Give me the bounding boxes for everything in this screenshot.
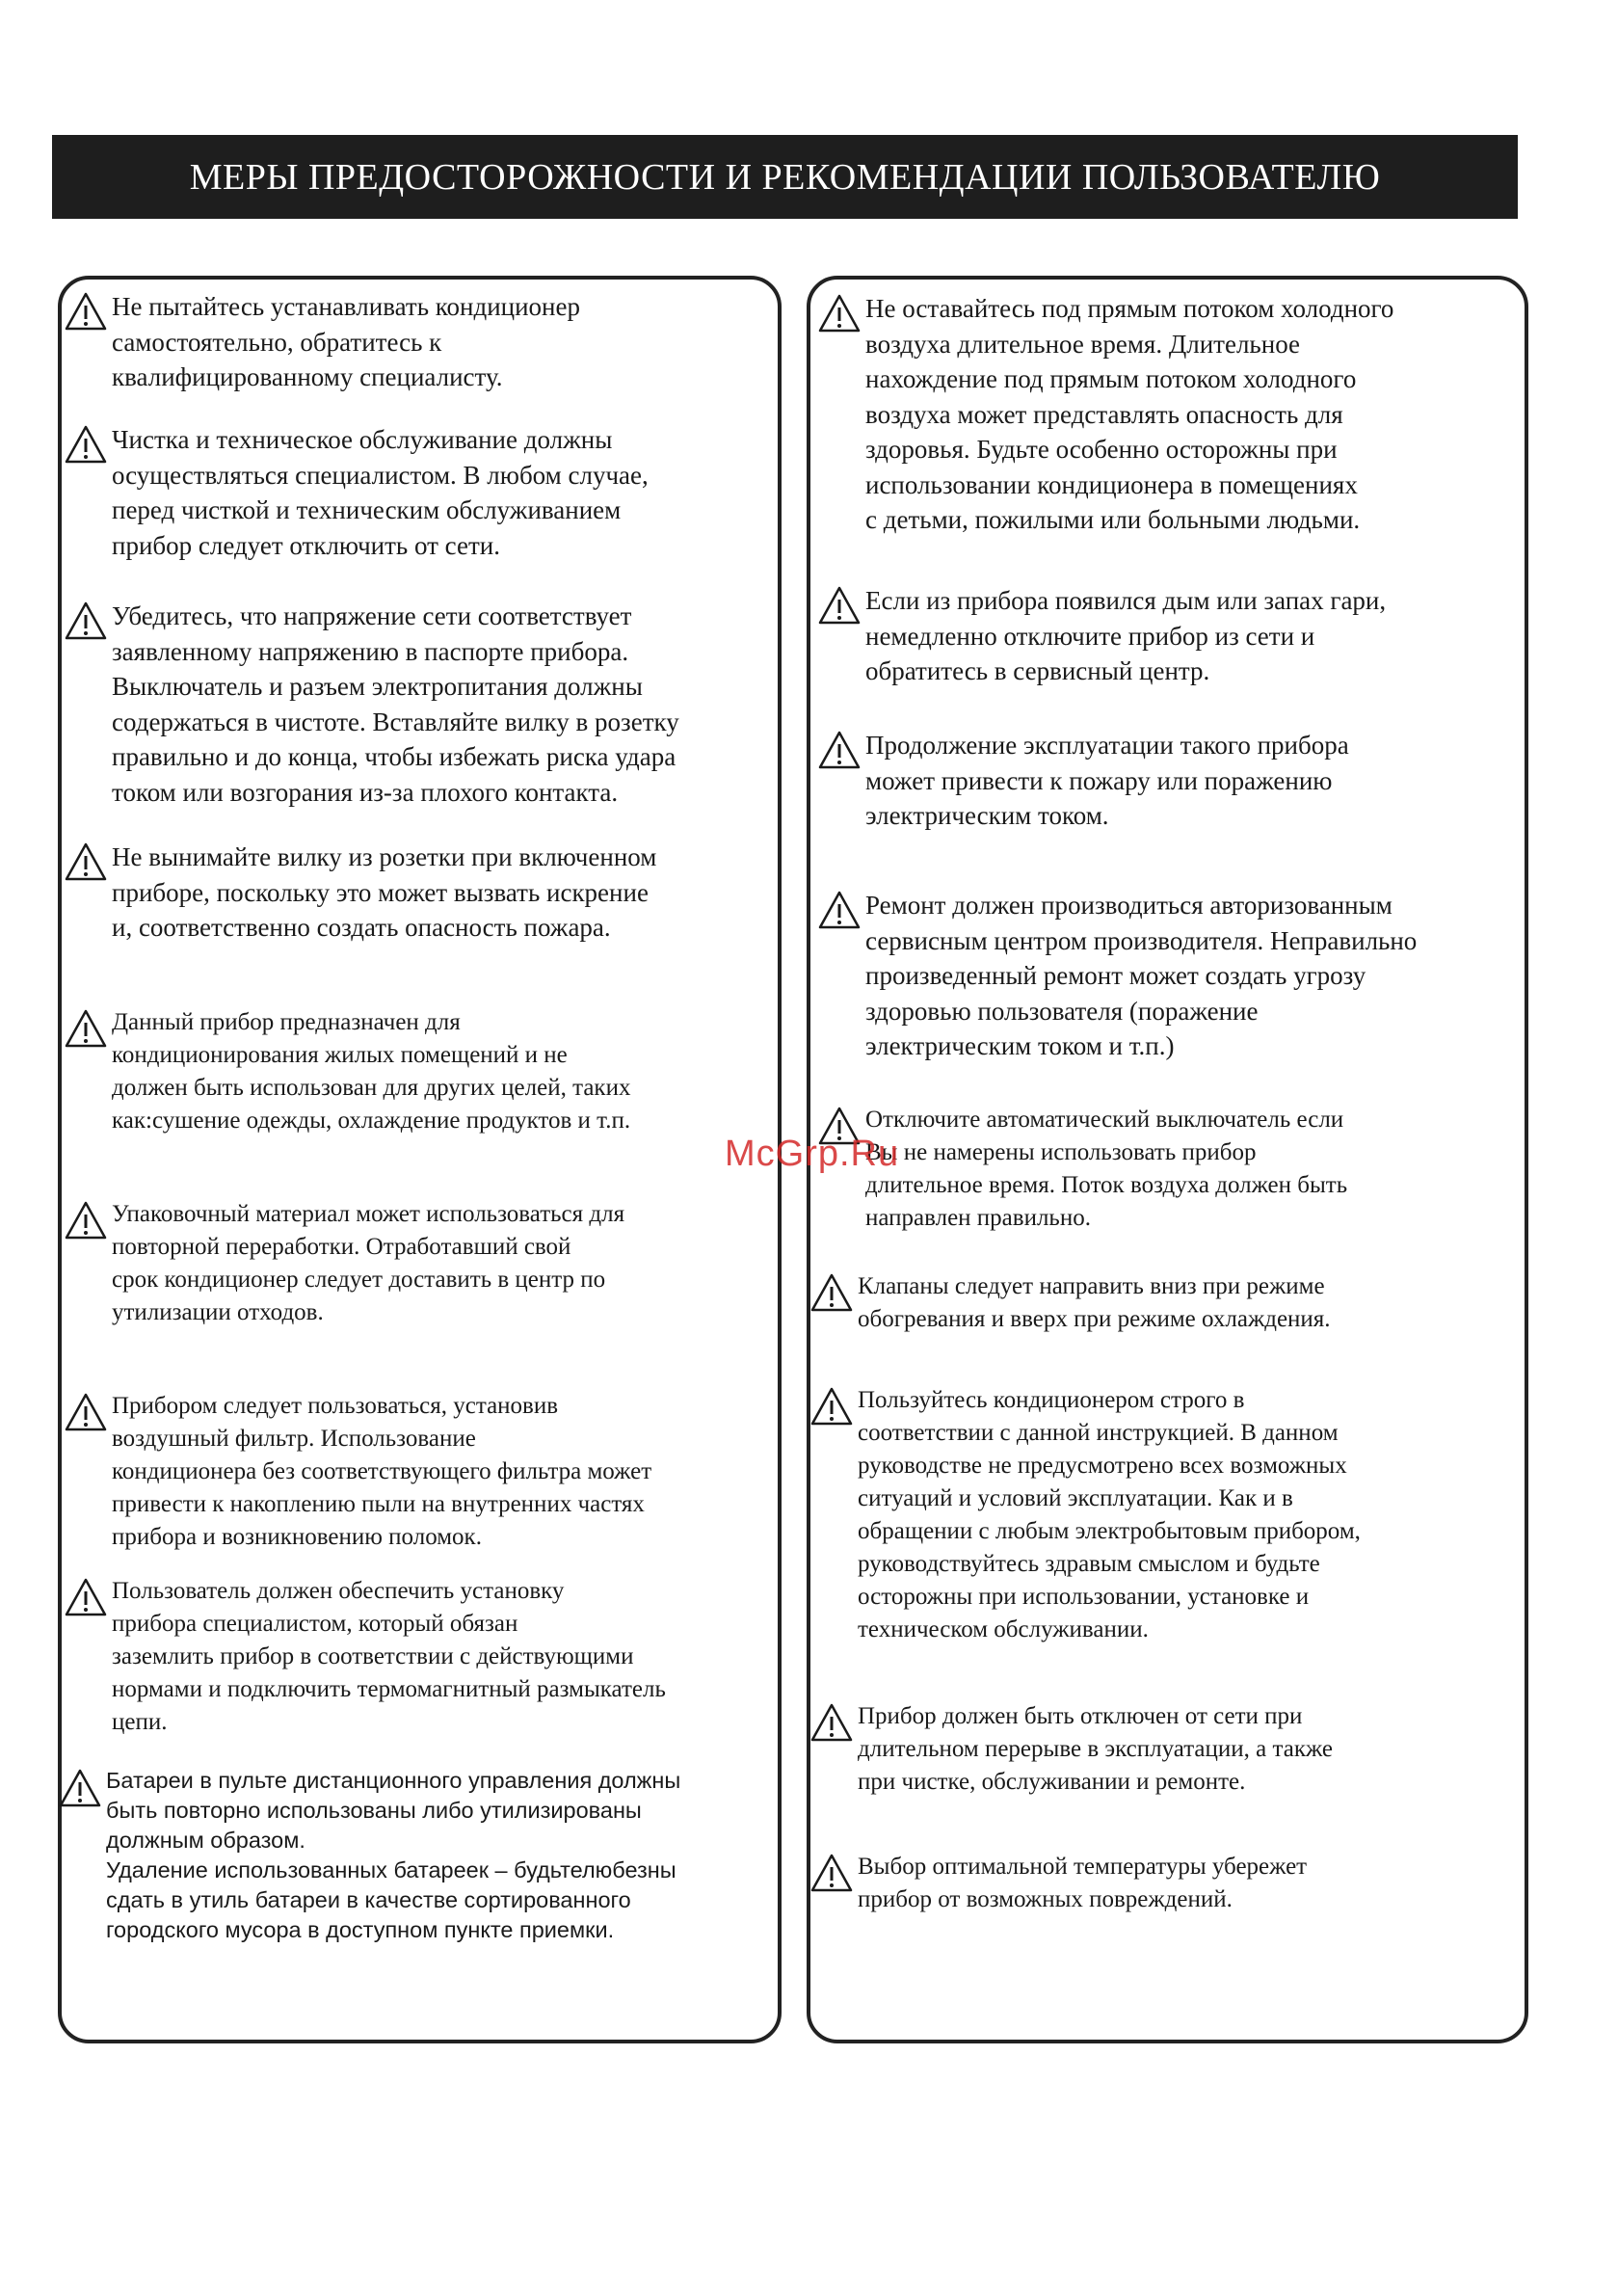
warning-item xyxy=(64,840,656,946)
warning-text: Пользователь должен обеспечить установку прибора специалистом, который обязан заземлить прибор в соответствии с действующими нормами и подключить термомагнитный размыкатель цепи. xyxy=(112,1578,666,1735)
warning-triangle-icon xyxy=(58,1768,102,1808)
warning-triangle-icon xyxy=(817,730,862,770)
warning-item xyxy=(817,888,1417,1064)
warning-text: Отключите автоматический выключатель если Вы не намерены использовать прибор длительное время. Поток воздуха должен быть направлен правильно. xyxy=(865,1107,1348,1231)
warning-triangle-icon xyxy=(64,1200,108,1241)
warning-text: Убедитесь, что напряжение сети соответствует заявленному напряжению в паспорте прибора. Выключатель и разъем электропитания должны содержаться в чистоте. Вставляйте вилку в розетку правильно и до конца, чтобы избежать риска удара током или возгорания из-за плохого контакта. xyxy=(112,601,679,807)
warning-item xyxy=(64,599,679,810)
warning-triangle-icon xyxy=(64,1577,108,1617)
warning-item xyxy=(817,583,1386,689)
warning-text: Данный прибор предназначен для кондиционирования жилых помещений и не должен быть использован для других целей, таких как:сушение одежды, охлаждение продуктов и т.п. xyxy=(112,1009,631,1134)
warning-triangle-icon xyxy=(809,1702,854,1743)
warning-triangle-icon xyxy=(809,1853,854,1893)
warning-text: Прибором следует пользоваться, установив воздушный фильтр. Использование кондиционера без соответствующего фильтра может привести к накоплению пыли на внутренних частях прибора и возникновению поломок. xyxy=(112,1393,652,1550)
warning-item xyxy=(817,728,1349,834)
warning-item xyxy=(64,1575,666,1739)
warning-triangle-icon xyxy=(809,1386,854,1427)
warning-item xyxy=(64,422,649,563)
warning-triangle-icon xyxy=(809,1272,854,1313)
warning-text: Выбор оптимальной температуры убережет прибор от возможных повреждений. xyxy=(858,1854,1308,1912)
warning-triangle-icon xyxy=(817,585,862,626)
warning-triangle-icon xyxy=(64,424,108,465)
warning-item xyxy=(64,289,580,395)
warning-text: Не оставайтесь под прямым потоком холодного воздуха длительное время. Длительное нахождение под прямым потоком холодного воздуха может представлять опасность для здоровья. Будьте особенно осторожны при использовании кондиционера в помещениях с детьми, пожилыми или больными людьми. xyxy=(865,294,1394,534)
warning-item xyxy=(809,1700,1333,1799)
warning-item xyxy=(64,1390,651,1554)
warning-text: Батареи в пульте дистанционного управления должны быть повторно использованы либо утилизированы должным образом. Удаление использованных батареек – будьтелюбезны сдать в утиль батареи в качестве сортированного городского мусора в доступном пункте приемки. xyxy=(106,1768,681,1942)
warning-item xyxy=(809,1270,1331,1336)
warning-item xyxy=(809,1851,1307,1916)
watermark: McGrp.Ru xyxy=(725,1134,900,1174)
warning-text: Пользуйтесь кондиционером строго в соответствии с данной инструкцией. В данном руководстве не предусмотрено всех возможных ситуаций и условий эксплуатации. Как и в обращении с любым электробытовым прибором, руководствуйтесь здравым смыслом и будьте осторожны при использовании, установке и техническом обслуживании. xyxy=(858,1387,1361,1642)
warning-triangle-icon xyxy=(64,601,108,641)
warning-text: Ремонт должен производиться авторизованным сервисным центром производителя. Неправильно произведенный ремонт может создать угрозу здоровью пользователя (поражение электрическим током и т.п.) xyxy=(865,891,1418,1060)
warning-item xyxy=(58,1766,680,1945)
warning-text: Если из прибора появился дым или запах гари, немедленно отключите прибор из сети и обратитесь в сервисный центр. xyxy=(865,586,1387,685)
warning-triangle-icon xyxy=(64,1008,108,1049)
warning-text: Прибор должен быть отключен от сети при длительном перерыве в эксплуатации, а также при чистке, обслуживании и ремонте. xyxy=(858,1703,1334,1795)
warning-item xyxy=(809,1384,1361,1646)
warning-triangle-icon xyxy=(817,890,862,930)
warning-text: Клапаны следует направить вниз при режиме обогревания и вверх при режиме охлаждения. xyxy=(858,1273,1331,1332)
warning-item xyxy=(64,1006,630,1137)
warning-triangle-icon xyxy=(64,841,108,882)
page-title: МЕРЫ ПРЕДОСТОРОЖНОСТИ И РЕКОМЕНДАЦИИ ПОЛЬЗОВАТЕЛЮ xyxy=(52,135,1518,219)
warning-text: Продолжение эксплуатации такого прибора может привести к пожару или поражению электрическим током. xyxy=(865,731,1349,830)
warning-triangle-icon xyxy=(64,291,108,332)
warning-triangle-icon xyxy=(817,293,862,334)
warning-item xyxy=(64,1198,624,1329)
warning-triangle-icon xyxy=(64,1392,108,1432)
warning-text: Не пытайтесь устанавливать кондиционер самостоятельно, обратитесь к квалифицированному специалисту. xyxy=(112,292,580,391)
warning-text: Упаковочный материал может использоваться для повторной переработки. Отработавший свой срок кондиционер следует доставить в центр по утилизации отходов. xyxy=(112,1201,625,1325)
warning-text: Чистка и техническое обслуживание должны осуществляться специалистом. В любом случае, перед чисткой и техническим обслуживанием прибор следует отключить от сети. xyxy=(112,425,649,560)
warning-text: Не вынимайте вилку из розетки при включенном приборе, поскольку это может вызвать искрение и, соответственно создать опасность пожара. xyxy=(112,842,657,942)
warning-item xyxy=(817,291,1393,538)
